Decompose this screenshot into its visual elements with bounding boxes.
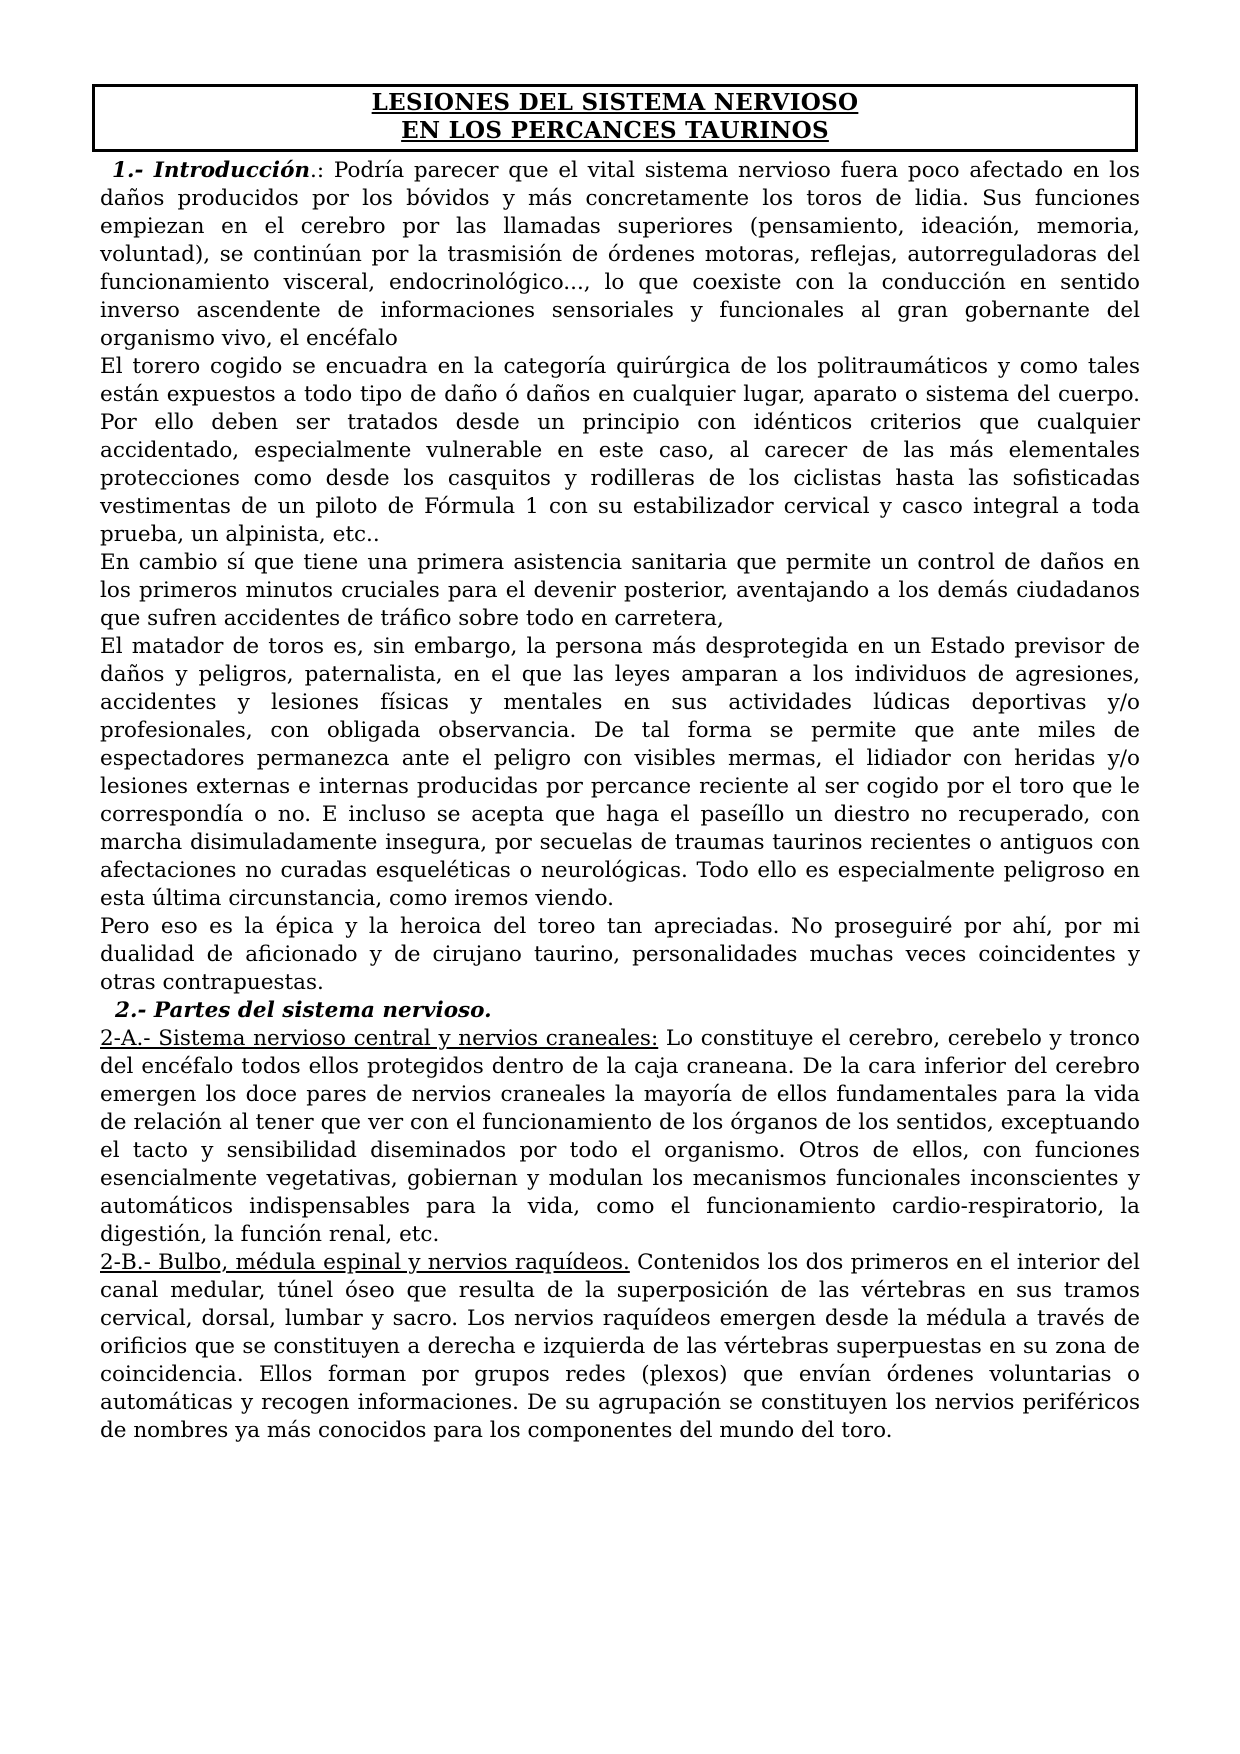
intro-paragraph-4: [100, 633, 1140, 913]
title-box: [92, 84, 1138, 152]
partes-paragraph-b-text: Contenidos los dos primeros en el interior del canal medular, túnel óseo que resulta de la superposición de las vértebras en sus tramos cervical, dorsal, lumbar y sacro. Los nervios raquídeos emergen desde la médula a través de orificios que se constituyen a derecha e izquierda de las vértebras superpuestas en su zona de coincidencia. Ellos forman por grupos redes (plexos) que envían órdenes voluntarias o automáticas y recogen informaciones. De su agrupación se constituyen los nervios periféricos de nombres ya más conocidos para los componentes del mundo del toro.: [100, 1250, 1140, 1443]
intro-paragraph-2-text: El torero cogido se encuadra en la categoría quirúrgica de los politraumáticos y como tales están expuestos a todo tipo de daño ó daños en cualquier lugar, aparato o sistema del cuerpo. Por ello deben ser tratados desde un principio con idénticos criterios que cualquier accidentado, especialmente vulnerable en este caso, al carecer de las más elementales protecciones como desde los casquitos y rodilleras de los ciclistas hasta las sofisticadas vestimentas de un piloto de Fórmula 1 con su estabilizador cervical y casco integral a toda prueba, un alpinista, etc..: [100, 354, 1140, 547]
intro-paragraph-5: [100, 913, 1140, 997]
intro-paragraph-3: [100, 549, 1140, 633]
intro-paragraph-2: [100, 353, 1140, 549]
document-title-line1: LESIONES DEL SISTEMA NERVIOSO: [371, 89, 859, 116]
partes-section-heading: 2.- Partes del sistema nervioso.: [115, 998, 492, 1023]
intro-heading-separator: .:: [310, 158, 325, 183]
partes-subheading-b: 2-B.- Bulbo, médula espinal y nervios raquídeos.: [100, 1250, 630, 1275]
document-title-line2: EN LOS PERCANCES TAURINOS: [401, 117, 829, 144]
intro-paragraph-1-text: Podría parecer que el vital sistema nervioso fuera poco afectado en los daños producidos por los bóvidos y más concretamente los toros de lidia. Sus funciones empiezan en el cerebro por las llamadas superiores (pensamiento, ideación, memoria, voluntad), se continúan por la trasmisión de órdenes motoras, reflejas, autorreguladoras del funcionamiento visceral, endocrinológico..., lo que coexiste con la conducción en sentido inverso ascendente de informaciones sensoriales y funcionales al gran gobernante del organismo vivo, el encéfalo: [100, 158, 1140, 351]
intro-paragraph-4-text: El matador de toros es, sin embargo, la persona más desprotegida en un Estado previsor de daños y peligros, paternalista, en el que las leyes amparan a los individuos de agresiones, accidentes y lesiones físicas y mentales en sus actividades lúdicas deportivas y/o profesionales, con obligada observancia. De tal forma se permite que ante miles de espectadores permanezca ante el peligro con visibles mermas, el lidiador con heridas y/o lesiones externas e internas producidas por percance reciente al ser cogido por el toro que le correspondía o no. E incluso se acepta que haga el paseíllo un diestro no recuperado, con marcha disimuladamente insegura, por secuelas de traumas taurinos recientes o antiguos con afectaciones no curadas esqueléticas o neurológicas. Todo ello es especialmente peligroso en esta última circunstancia, como iremos viendo.: [100, 634, 1140, 911]
intro-paragraph-5-text: Pero eso es la épica y la heroica del toreo tan apreciadas. No proseguiré por ahí, por mi dualidad de aficionado y de cirujano taurino, personalidades muchas veces coincidentes y otras contrapuestas.: [100, 914, 1140, 995]
partes-paragraph-b: [100, 1249, 1140, 1445]
partes-paragraph-a: [100, 1025, 1140, 1249]
intro-section-heading: 1.- Introducción: [112, 158, 311, 183]
intro-paragraph-3-text: En cambio sí que tiene una primera asistencia sanitaria que permite un control de daños en los primeros minutos cruciales para el devenir posterior, aventajando a los demás ciudadanos que sufren accidentes de tráfico sobre todo en carretera,: [100, 550, 1140, 631]
partes-subheading-a: 2-A.- Sistema nervioso central y nervios craneales:: [100, 1026, 659, 1051]
intro-paragraph-1: [100, 157, 1140, 353]
document-body: [100, 157, 1140, 1445]
partes-paragraph-a-text: Lo constituye el cerebro, cerebelo y tronco del encéfalo todos ellos protegidos dentro de la caja craneana. De la cara inferior del cerebro emergen los doce pares de nervios craneales la mayoría de ellos fundamentales para la vida de relación al tener que ver con el funcionamiento de los órganos de los sentidos, exceptuando el tacto y sensibilidad diseminados por todo el organismo. Otros de ellos, con funciones esencialmente vegetativas, gobiernan y modulan los mecanismos funcionales inconscientes y automáticos indispensables para la vida, como el funcionamiento cardio-respiratorio, la digestión, la función renal, etc.: [100, 1026, 1140, 1247]
